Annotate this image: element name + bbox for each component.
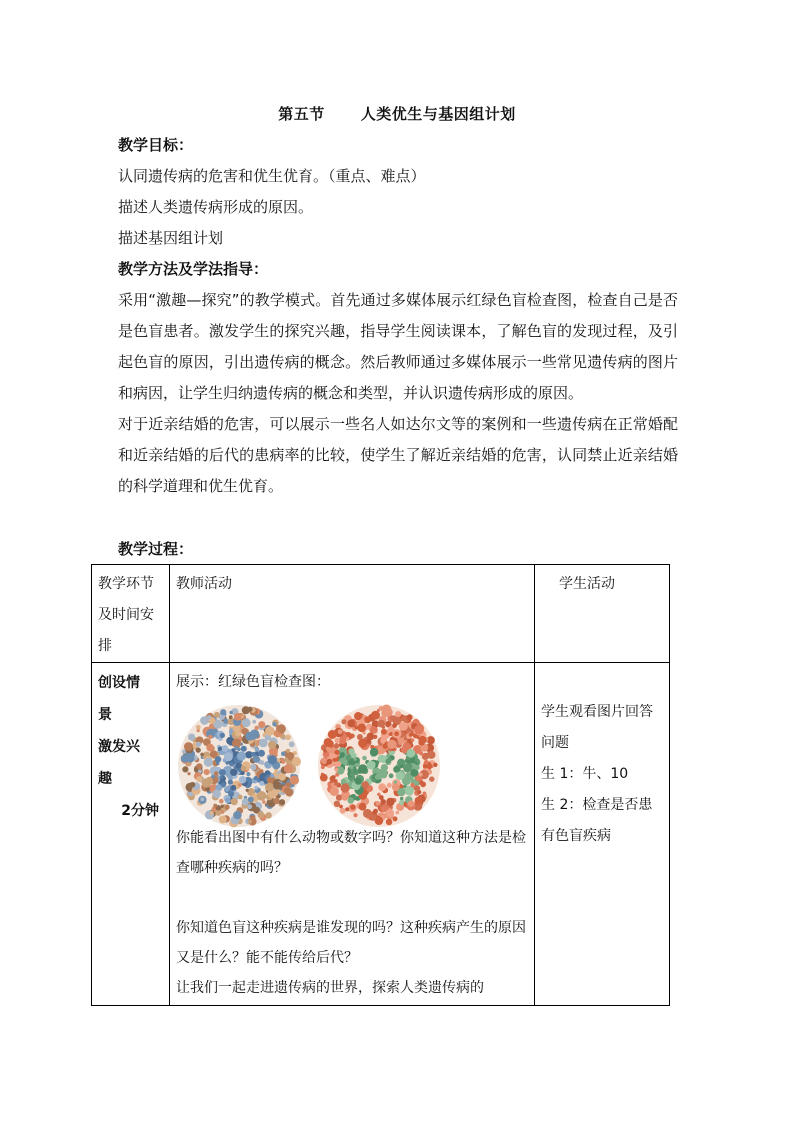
color-plate-2-svg [316,703,442,829]
color-blind-test-plates [176,697,528,823]
methods-paragraph: 对于近亲结婚的危害，可以展示一些名人如达尔文等的案例和一些遗传病在正常婚配和近亲结婚的后代的患病率的比较，使学生了解近亲结婚的危害，认同禁止近亲结婚的科学道理和优生优育。 [118,415,678,495]
stage-time: 2分钟 [121,803,159,819]
student-line: 生 1：牛、10 [541,766,629,782]
objectives-heading: 教学目标： [118,136,194,154]
stage-label: 创设情 景 激发兴 趣 2分钟 [92,663,169,831]
header-stage: 教学环节及时间安排 [92,565,170,663]
student-activity-cell [535,663,670,1006]
objectives-section [118,130,678,254]
methods-paragraph: 采用“激趣—探究”的教学模式。首先通过多媒体展示红绿色盲检查图，检查自己是否是色盲患者。激发学生的探究兴趣，指导学生阅读课本，了解色盲的发现过程，及引起色盲的原因，引出遗传病的概念。然后教师通过多媒体展示一些常见遗传病的图片和病因，让学生归纳遗传病的概念和类型，并认识遗传病形成的原因。 [118,291,678,402]
objective-item: 描述基因组计划 [118,229,224,247]
process-table [91,564,670,1006]
student-line: 学生观看图片回答问题 [541,704,653,751]
teacher-intro: 展示：红绿色盲检查图： [176,674,330,690]
student-line: 生 2：检查是否患有色盲疾病 [541,797,653,844]
methods-section [118,254,678,502]
color-plate-image-1 [176,703,302,829]
teacher-question-2: 你知道色盲这种疾病是谁发现的吗？这种疾病产生的原因又是什么？能不能传给后代？ [176,920,526,966]
page-title [0,103,794,124]
stage-cell [92,663,170,1006]
objective-item: 认同遗传病的危害和优生优育。（重点、难点） [118,167,426,185]
color-plate-image-2 [316,703,442,829]
table-header-row [92,565,670,663]
objective-item: 描述人类遗传病形成的原因。 [118,198,314,216]
process-heading-wrap [118,534,678,565]
header-student: 学生活动 [535,565,670,663]
teacher-question-3: 让我们一起走进遗传病的世界，探索人类遗传病的 [176,980,484,996]
section-topic: 人类优生与基因组计划 [360,105,516,123]
table-row [92,663,670,1006]
teacher-question-1: 你能看出图中有什么动物或数字吗？你知道这种方法是检查哪种疾病的吗？ [176,830,526,876]
color-plate-1-svg [176,703,302,829]
teacher-activity-cell [170,663,535,1006]
header-teacher: 教师活动 [170,565,535,663]
process-heading: 教学过程： [118,540,194,558]
section-number: 第五节 [278,105,325,123]
methods-heading: 教学方法及学法指导： [118,260,269,278]
